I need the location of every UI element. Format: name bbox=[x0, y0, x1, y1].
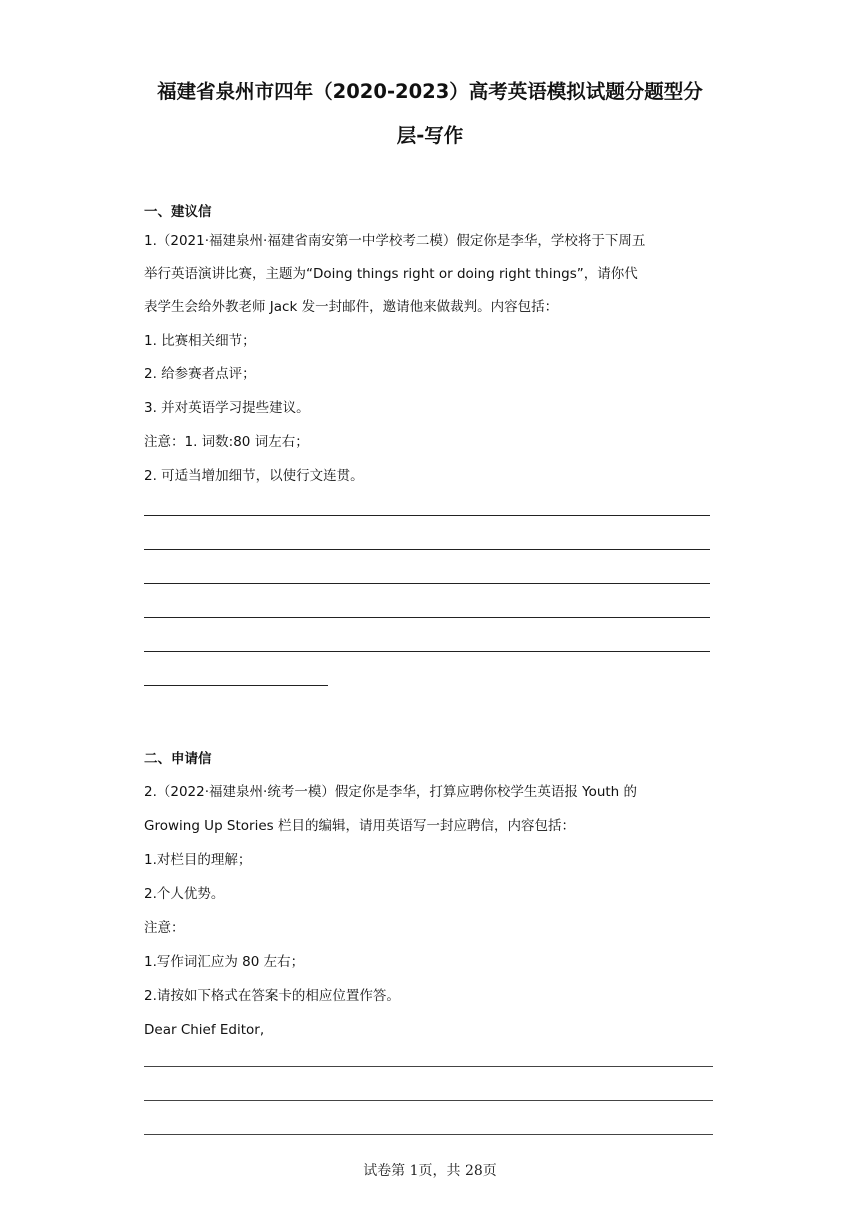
section1-line: 2. 给参赛者点评； bbox=[144, 366, 256, 382]
page-footer: 试卷第 1页，共 28页 bbox=[363, 1163, 497, 1179]
section1-line: 注意：1. 词数:80 词左右； bbox=[144, 434, 309, 450]
section2-line: 2.个人优势。 bbox=[144, 886, 225, 902]
section1-heading: 一、建议信 bbox=[144, 204, 212, 220]
section1-line: 1. 比赛相关细节； bbox=[144, 333, 256, 349]
answer-line[interactable] bbox=[144, 549, 710, 550]
section2-line: 1.对栏目的理解； bbox=[144, 852, 252, 868]
section2-line: 2.请按如下格式在答案卡的相应位置作答。 bbox=[144, 988, 400, 1004]
answer-line[interactable] bbox=[144, 583, 710, 584]
section2-line: Growing Up Stories 栏目的编辑，请用英语写一封应聘信，内容包括： bbox=[144, 818, 575, 834]
section1-line: 表学生会给外教老师 Jack 发一封邮件，邀请他来做裁判。内容包括： bbox=[144, 299, 559, 315]
document-title-line1: 福建省泉州市四年（2020-2023）高考英语模拟试题分题型分 bbox=[157, 80, 703, 103]
answer-line[interactable] bbox=[144, 515, 710, 516]
answer-line[interactable] bbox=[144, 651, 710, 652]
answer-line[interactable] bbox=[144, 617, 710, 618]
answer-line[interactable] bbox=[144, 1066, 713, 1067]
section2-line: Dear Chief Editor, bbox=[144, 1022, 265, 1038]
answer-line[interactable] bbox=[144, 1134, 713, 1135]
section2-line: 1.写作词汇应为 80 左右； bbox=[144, 954, 305, 970]
document-title-line2: 层-写作 bbox=[396, 124, 464, 147]
answer-line[interactable] bbox=[144, 685, 328, 686]
section1-line: 2. 可适当增加细节，以使行文连贯。 bbox=[144, 468, 364, 484]
section1-line: 1.（2021·福建泉州·福建省南安第一中学校考二模）假定你是李华，学校将于下周五 bbox=[144, 233, 646, 249]
section1-line: 举行英语演讲比赛，主题为“Doing things right or doing right things”，请你代 bbox=[144, 266, 638, 282]
section2-line: 2.（2022·福建泉州·统考一模）假定你是李华，打算应聘你校学生英语报 Youth 的 bbox=[144, 784, 638, 800]
section2-heading: 二、申请信 bbox=[144, 751, 212, 767]
answer-line[interactable] bbox=[144, 1100, 713, 1101]
section2-line: 注意： bbox=[144, 920, 185, 936]
section1-line: 3. 并对英语学习提些建议。 bbox=[144, 400, 310, 416]
